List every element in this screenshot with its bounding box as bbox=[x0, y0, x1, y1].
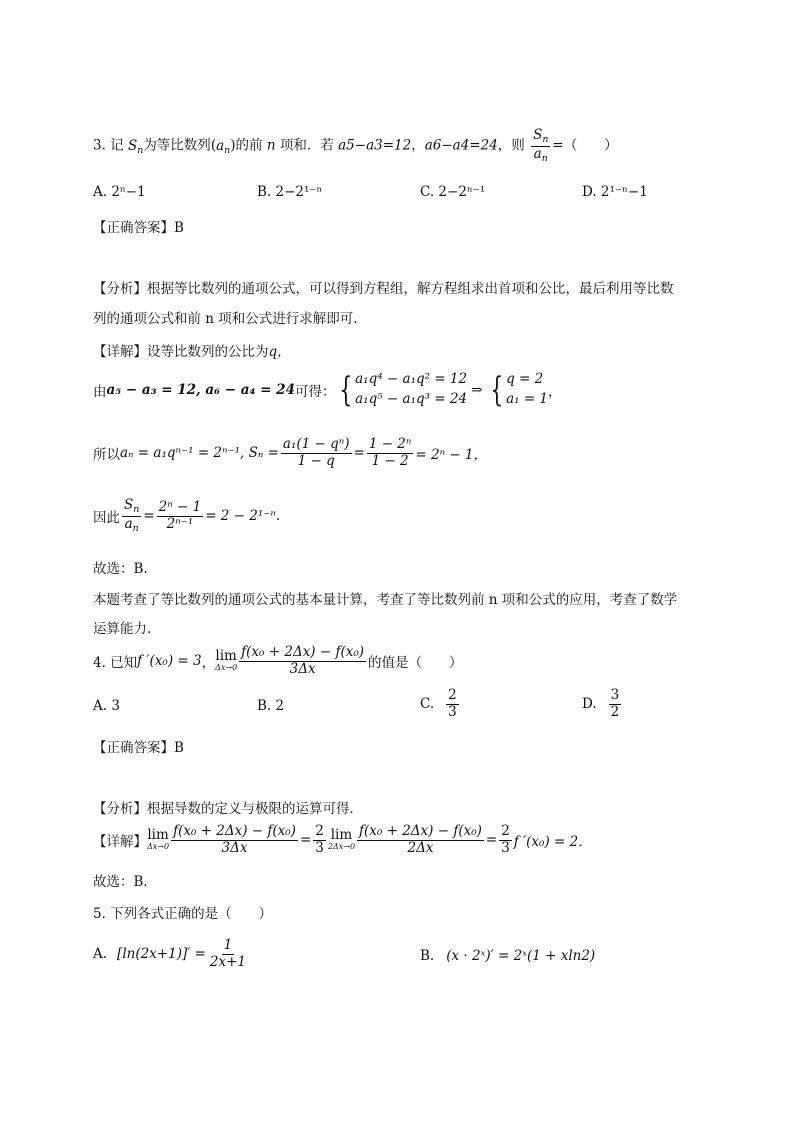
q3-therefore-line: 因此 $\frac{S_n}{a_n}$ = $\frac{\text{2ⁿ − 1}}{\text{2ⁿ⁻¹}}$ = 2 − 2¹⁻ⁿ. bbox=[93, 497, 281, 534]
q3-option-c[interactable]: C. 2−2ⁿ⁻¹ bbox=[420, 184, 486, 200]
q3-solution bbox=[506, 370, 548, 409]
q5-option-a-frac: $\frac{1}{2x+1}$ bbox=[209, 937, 247, 970]
q4-choose: 故选：B． bbox=[93, 874, 157, 890]
q4-detail-frac1: $\frac{\text{f(x₀ + 2Δx) − f(x₀)}}{3\Delta x}$ bbox=[173, 823, 296, 856]
q3-stem-c: 的前 bbox=[235, 137, 263, 154]
q4-detail-lim2: lim 2Δx→0 bbox=[327, 827, 356, 851]
q3-stem-a: 3. 记 bbox=[93, 137, 124, 154]
q3-sys2: a₁q⁵ − a₁q³ = 24 bbox=[355, 390, 468, 407]
q5-option-a[interactable] bbox=[93, 938, 250, 970]
q3-answer: 【正确答案】B bbox=[93, 220, 184, 236]
q3-stem-b: 为等比数列 bbox=[143, 137, 211, 154]
q4-stem bbox=[93, 645, 463, 677]
q4-option-d[interactable] bbox=[582, 688, 623, 720]
q4-comma: ， bbox=[201, 655, 216, 672]
q3-option-b[interactable]: B. 2−2¹⁻ⁿ bbox=[257, 184, 323, 200]
q4-detail-line: 【详解】 lim Δx→0 $\frac{\text{f(x₀ + 2Δx) − f(x₀)}}{3\Delta x}$ = $\frac{2}{3}$ lim 2Δx→0 $\frac{\text{f(x₀ + 2Δx) − f(x₀)}}{2\Delta x}$ = $\frac{2}{3}$ f ′(x₀) = 2． bbox=[93, 823, 592, 856]
q3-therefore-lhs: $\frac{S_n}{a_n}$ bbox=[124, 497, 140, 534]
q3-stem-d: 项和．若 bbox=[279, 137, 334, 154]
q3-choose: 故选：B. bbox=[93, 561, 148, 577]
q3-ratio-frac: $\frac{S_n}{a_n}$ bbox=[533, 127, 549, 164]
q3-stem-e: ，则 bbox=[497, 137, 525, 154]
q3-sn-frac1: $\frac{\text{a₁(1 − qⁿ)}}{1 - q}$ bbox=[282, 436, 350, 469]
q4-eq-tail: f ′(x₀) = 2． bbox=[513, 834, 592, 851]
q4-answer: 【正确答案】B bbox=[93, 740, 184, 756]
q3-therefore: 因此 bbox=[93, 510, 120, 527]
q3-eq-cond: a₅ − a₃ = 12, a₆ − a₄ = 24 bbox=[106, 381, 295, 398]
q3-option-d[interactable]: D. 2¹⁻ⁿ−1 bbox=[582, 184, 648, 200]
q3-therefore-frac: $\frac{\text{2ⁿ − 1}}{\text{2ⁿ⁻¹}}$ bbox=[158, 499, 202, 532]
q3-summary-1: 本题考查了等比数列的通项公式的基本量计算，考查了等比数列前 n 项和公式的应用，考查了数学 bbox=[93, 592, 678, 608]
q4-option-b[interactable]: B. 2 bbox=[257, 698, 285, 714]
q4-option-d-frac: $\frac{3}{2}$ bbox=[610, 687, 620, 720]
q3-stem: 3. 记 $S_n$为等比数列$(a_n)$的前 n 项和．若 a5−a3=12，a6−a4=24，则 $\frac{S_n}{a_n}$ =（ ） bbox=[93, 127, 618, 164]
q4-analysis: 【分析】根据导数的定义与极限的运算可得． bbox=[93, 801, 363, 817]
q3-so: 所以 bbox=[93, 447, 120, 464]
q4-eq-mid: = bbox=[299, 832, 312, 849]
q3-stem-f: =（ ） bbox=[552, 137, 618, 154]
q3-option-a[interactable]: A. 2ⁿ−1 bbox=[93, 184, 146, 200]
q4-lim: lim Δx→0 bbox=[215, 648, 238, 672]
q4-stem-b: 的值是（ ） bbox=[368, 655, 463, 672]
q5-stem: 5. 下列各式正确的是（ ） bbox=[93, 906, 273, 922]
q3-ratio-tail: = 2 − 2¹⁻ⁿ. bbox=[205, 508, 281, 525]
q3-sol2: a₁ = 1 bbox=[506, 390, 549, 407]
q5-option-a-lhs: [ln(2x+1)]′ = bbox=[117, 946, 206, 963]
q3-sn: $S_n$ bbox=[127, 137, 144, 156]
q4-option-d-label: D. bbox=[582, 696, 597, 713]
q3-system-line: 由 a₅ − a₃ = 12, a₆ − a₄ = 24 可得： { a₁q⁴ − a₁q² = 12 a₁q⁵ − a₁q³ = 24 ⇒ { q = 2 a₁ = 1 ， bbox=[93, 369, 562, 410]
q3-detail-label: 【详解】设等比数列的公比为 bbox=[93, 344, 269, 360]
q4-stem-a: 4. 已知 bbox=[93, 655, 138, 672]
q5-option-b-label: B. bbox=[420, 948, 435, 964]
q3-sn-line: 所以 aₙ = a₁qⁿ⁻¹ = 2ⁿ⁻¹, Sₙ = $\frac{\text{a₁(1 − qⁿ)}}{1 - q}$ = $\frac{\text{1 − 2ⁿ}}{1 - 2}$ = 2ⁿ − 1， bbox=[93, 436, 488, 469]
q4-option-a[interactable]: A. 3 bbox=[93, 698, 120, 714]
q5-option-b[interactable] bbox=[420, 948, 595, 964]
q4-frac: $\frac{\text{f(x₀ + 2Δx) − f(x₀)}}{3\Delta x}$ bbox=[241, 644, 365, 677]
q4-option-c-frac: $\frac{2}{3}$ bbox=[448, 687, 457, 720]
q3-implies: ⇒ bbox=[471, 381, 483, 398]
q3-cond1: a5−a3=12 bbox=[338, 137, 412, 154]
q5-option-b-expr: (x · 2ˣ)′ = 2ˣ(1 + xln2) bbox=[446, 948, 596, 964]
q3-cond2: a6−a4=24 bbox=[424, 137, 498, 154]
q3-detail bbox=[93, 340, 291, 360]
q4-option-c-label: C. bbox=[420, 696, 435, 713]
q5-option-a-label: A. bbox=[93, 946, 108, 963]
q4-option-c[interactable] bbox=[420, 688, 461, 720]
q3-summary-2: 运算能力. bbox=[93, 621, 152, 637]
q3-by: 由 bbox=[93, 383, 107, 400]
q3-sol1: q = 2 bbox=[506, 371, 544, 387]
q3-an-eq: aₙ = a₁qⁿ⁻¹ = 2ⁿ⁻¹, Sₙ = bbox=[120, 445, 279, 462]
q3-sn-frac2: $\frac{\text{1 − 2ⁿ}}{1 - 2}$ bbox=[368, 436, 412, 469]
q4-coef: $\frac{2}{3}$ bbox=[315, 823, 324, 856]
q3-can-get: 可得： bbox=[294, 383, 336, 400]
q4-coef2: $\frac{2}{3}$ bbox=[501, 823, 510, 856]
q3-left-brace: { bbox=[339, 369, 353, 410]
q4-detail-frac2: $\frac{\text{f(x₀ + 2Δx) − f(x₀)}}{2\Delta x}$ bbox=[359, 823, 482, 856]
q3-sn-tail: = 2ⁿ − 1， bbox=[415, 447, 488, 464]
q3-analysis: 【分析】根据等比数列的通项公式，可以得到方程组，解方程组求出首项和公比，最后利用等比数 bbox=[93, 281, 674, 297]
q4-given: f ′(x₀) = 3 bbox=[137, 653, 202, 670]
q3-analysis-2: 列的通项公式和前 n 项和公式进行求解即可. bbox=[93, 311, 358, 327]
q3-sys1: a₁q⁴ − a₁q² = 12 bbox=[355, 371, 468, 387]
q3-left-brace-2: { bbox=[490, 369, 504, 410]
q4-detail-lim: lim Δx→0 bbox=[147, 827, 170, 851]
q3-system bbox=[355, 370, 467, 409]
q3-detail-q: q， bbox=[268, 344, 291, 360]
q4-detail-label: 【详解】 bbox=[93, 834, 147, 851]
